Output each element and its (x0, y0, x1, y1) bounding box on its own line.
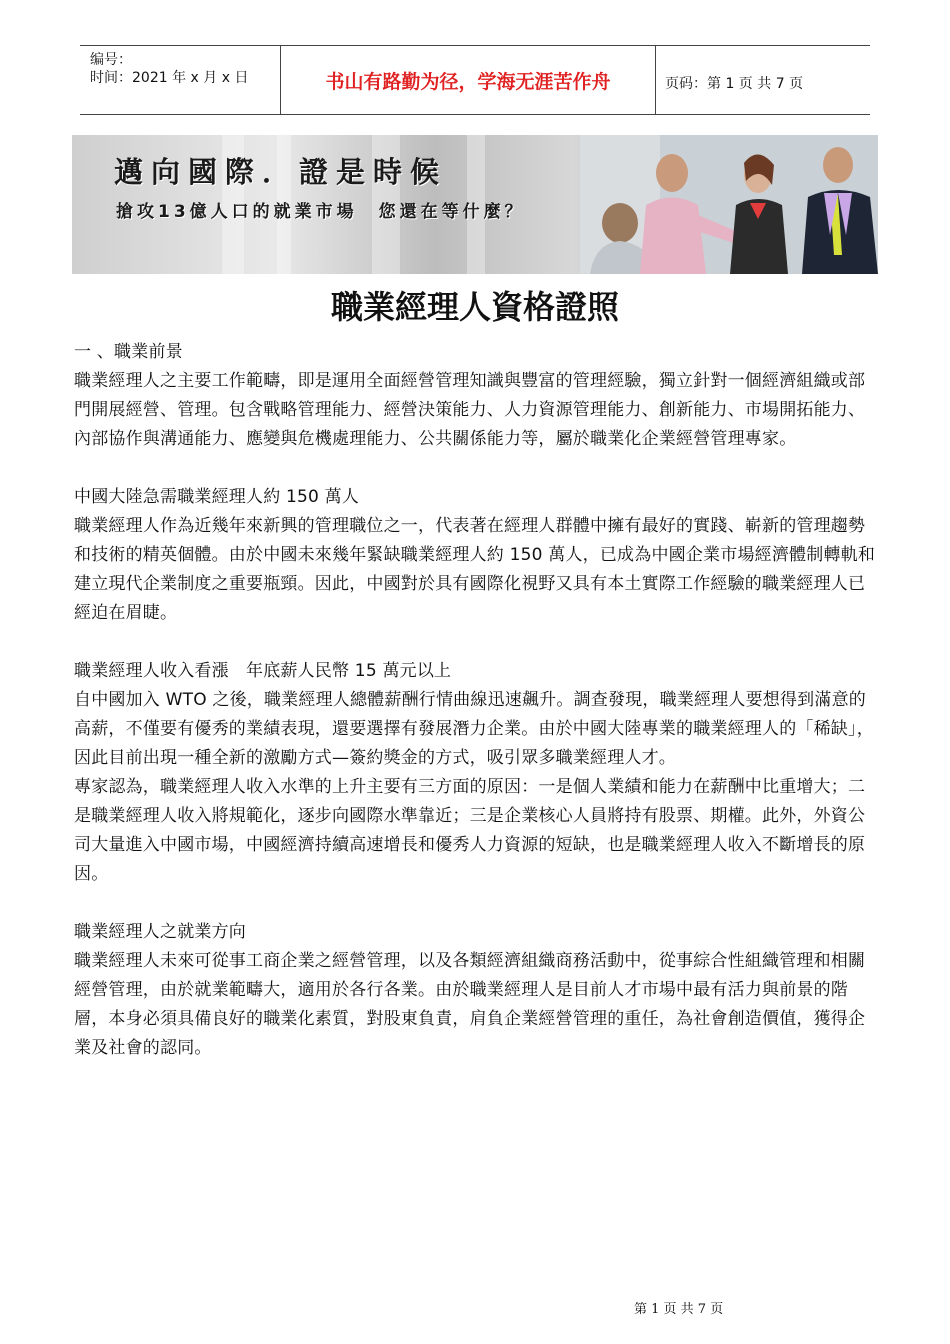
section-heading: 職業經理人之就業方向 (74, 922, 246, 942)
section-heading: 中國大陸急需職業經理人約 150 萬人 (74, 487, 360, 507)
paragraph: 自中國加入 WTO 之後，職業經理人總體薪酬行情曲線迅速飆升。調查發現，職業經理人要想得到滿意的高薪，不僅要有優秀的業績表現，還要選擇有發展潛力企業。由於中國大陸專業的職業經理人的「稀缺」，因此目前出現一種全新的激勵方式—簽約獎金的方式，吸引眾多職業經理人才。 (74, 690, 874, 768)
paragraph: 職業經理人未來可從事工商企業之經營管理，以及各類經濟組織商務活動中，從事綜合性組織管理和相關經營管理，由於就業範疇大，適用於各行各業。由於職業經理人是目前人才市場中最有活力與前景的階層，本身必須具備良好的職業化素質，對股東負責，肩負企業經營管理的重任，為社會創造價值，獲得企業及社會的認同。 (74, 951, 866, 1058)
paragraph: 職業經理人之主要工作範疇，即是運用全面經營管理知識與豐富的管理經驗，獨立針對一個經濟組織或部門開展經營、管理。包含戰略管理能力、經營決策能力、人力資源管理能力、創新能力、市場開拓能力、內部協作與溝通能力、應變與危機處理能力、公共關係能力等，屬於職業化企業經營管理專家。 (74, 371, 866, 449)
header-page-cell (655, 46, 870, 114)
time-label: 时间：2021 年 x 月 x 日 (90, 70, 249, 86)
page-title: 職業經理人資格證照 (330, 288, 619, 326)
number-label: 编号： (90, 52, 132, 68)
header-motto-cell (280, 46, 656, 114)
header-meta-cell (80, 46, 280, 114)
motto-text: 书山有路勤为径，学海无涯苦作舟 (325, 71, 611, 93)
document-header (80, 45, 870, 115)
paragraph: 職業經理人作為近幾年來新興的管理職位之一，代表著在經理人群體中擁有最好的實踐、嶄新的管理趨勢和技術的精英個體。由於中國未來幾年緊缺職業經理人約 150 萬人，已成為中國企業市場經濟體制轉軌和建立現代企業制度之重要瓶頸。因此，中國對於具有國際化視野又具有本土實際工作經驗的職業經理人已經迫在眉睫。 (74, 516, 876, 623)
document-body (74, 338, 880, 1063)
banner-headline: 邁向國際．證是時候 (114, 155, 448, 189)
page-info: 页码：第 1 页 共 7 页 (665, 76, 804, 92)
section-heading: 職業經理人收入看漲 年底薪人民幣 15 萬元以上 (74, 661, 452, 681)
banner-image (72, 135, 878, 274)
business-people-photo (580, 135, 878, 274)
paragraph: 專家認為，職業經理人收入水準的上升主要有三方面的原因：一是個人業績和能力在薪酬中比重增大；二是職業經理人收入將規範化，逐步向國際水準靠近；三是企業核心人員將持有股票、期權。此外，外資公司大量進入中國市場，中國經濟持續高速增長和優秀人力資源的短缺，也是職業經理人收入不斷增長的原因。 (74, 777, 866, 884)
section-heading: 一 、職業前景 (74, 342, 183, 362)
banner-subline: 搶攻13億人口的就業市場 您還在等什麼？ (116, 202, 526, 222)
page-footer: 第 1 页 共 7 页 (634, 1302, 724, 1317)
